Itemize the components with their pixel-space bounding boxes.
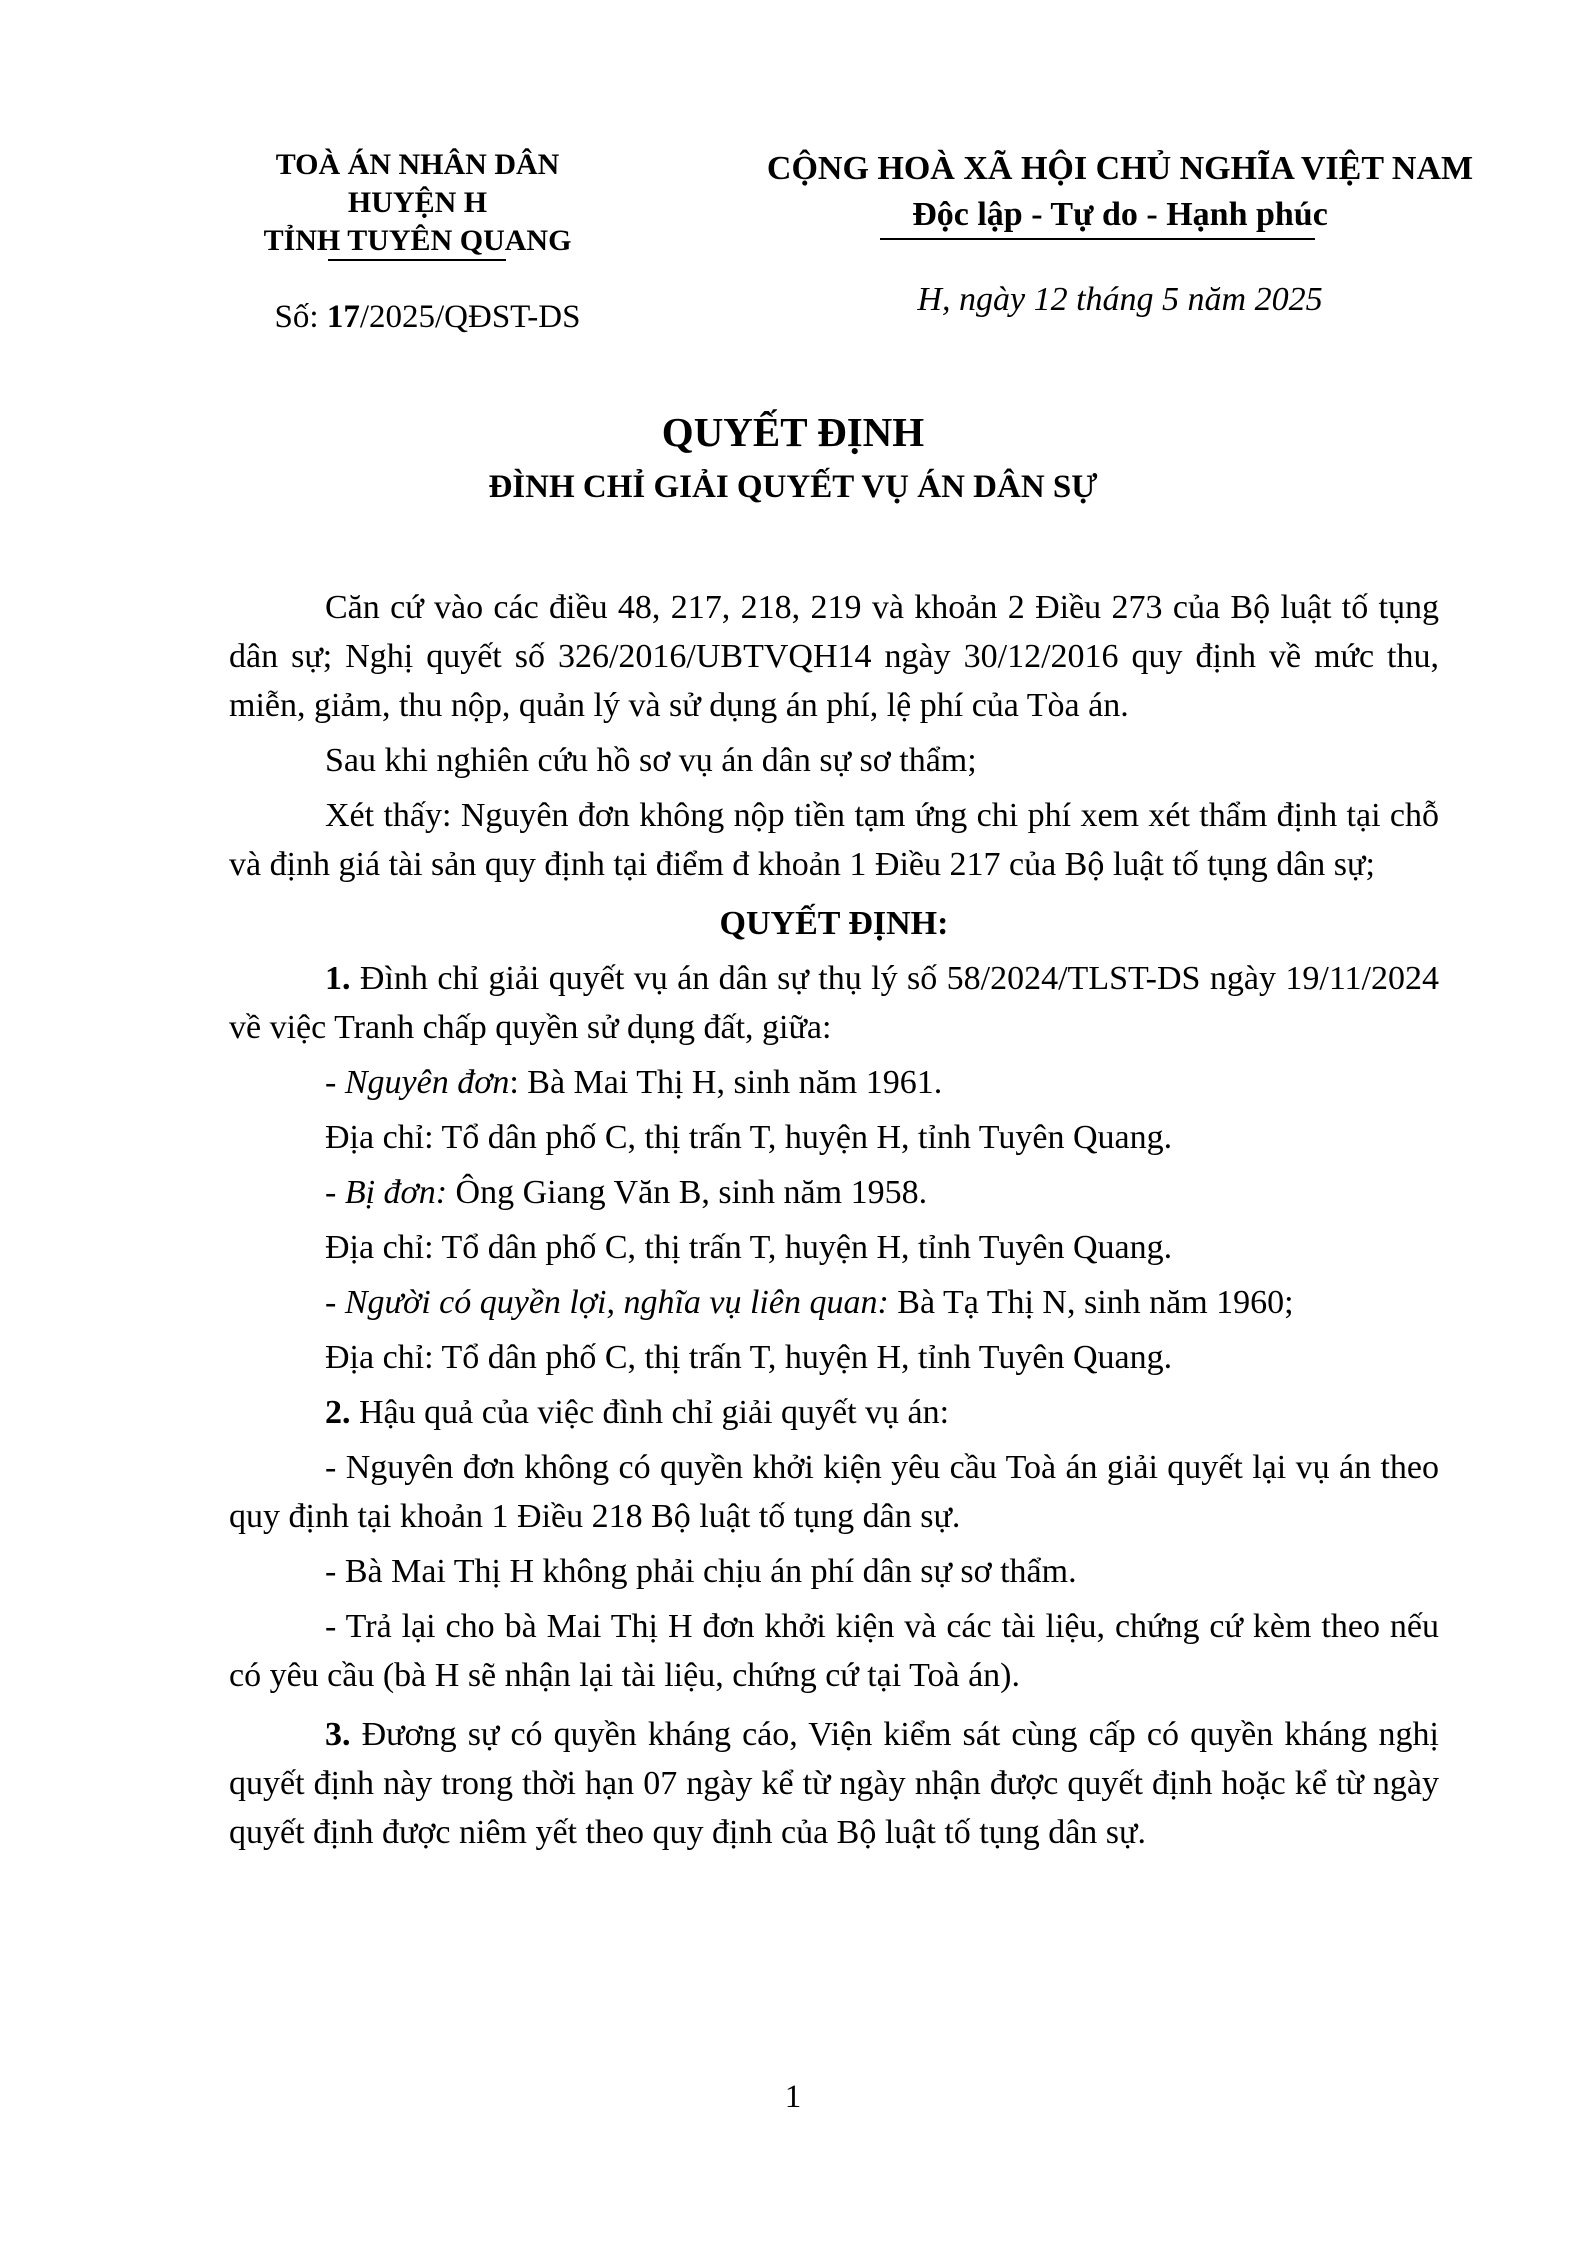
decision-item-2: 2. Hậu quả của việc đình chỉ giải quyết vụ án: [325,1394,950,1431]
decision-item-3: 3. Đương sự có quyền kháng cáo, Viện kiểm sát cùng cấp có quyền kháng nghị quyết định này trong thời hạn 07 ngày kể từ ngày nhận được quyết định hoặc kể từ ngày quyết định được niêm yết theo quy định của Bộ luật tố tụng dân sự. [229,1716,1439,1851]
consequence-a: - Nguyên đơn không có quyền khởi kiện yêu cầu Toà án giải quyết lại vụ án theo quy định tại khoản 1 Điều 218 Bộ luật tố tụng dân sự. [229,1449,1439,1535]
nation-header [740,146,1500,238]
court-underline [328,259,506,261]
document-title: QUYẾT ĐỊNH [661,409,925,455]
related-party-line: - Người có quyền lợi, nghĩa vụ liên quan: Bà Tạ Thị N, sinh năm 1960; [325,1284,1294,1321]
document-number: Số: 17/2025/QĐST-DS [274,299,581,335]
review-paragraph: Sau khi nghiên cứu hồ sơ vụ án dân sự sơ thẩm; [325,742,977,779]
nation-motto: Độc lập - Tự do - Hạnh phúc [912,196,1328,233]
defendant-line: - Bị đơn: Ông Giang Văn B, sinh năm 1958. [325,1174,928,1211]
decision-heading: QUYẾT ĐỊNH: [719,905,949,942]
court-header [240,146,595,260]
plaintiff-address: Địa chỉ: Tổ dân phố C, thị trấn T, huyện H, tỉnh Tuyên Quang. [325,1119,1173,1156]
court-name: TOÀ ÁN NHÂN DÂN [275,148,560,181]
plaintiff-line: - Nguyên đơn: Bà Mai Thị H, sinh năm 1961. [325,1064,943,1101]
document-body [229,583,1439,1863]
decision-item-1: 1. Đình chỉ giải quyết vụ án dân sự thụ lý số 58/2024/TLST-DS ngày 19/11/2024 về việc Tranh chấp quyền sử dụng đất, giữa: [229,960,1439,1046]
defendant-address: Địa chỉ: Tổ dân phố C, thị trấn T, huyện H, tỉnh Tuyên Quang. [325,1229,1173,1266]
document-subtitle: ĐÌNH CHỈ GIẢI QUYẾT VỤ ÁN DÂN SỰ [488,469,1098,505]
related-party-address: Địa chỉ: Tổ dân phố C, thị trấn T, huyện H, tỉnh Tuyên Quang. [325,1339,1173,1376]
nation-name: CỘNG HOÀ XÃ HỘI CHỦ NGHĨA VIỆT NAM [766,150,1474,187]
consequence-b: - Bà Mai Thị H không phải chịu án phí dân sự sơ thẩm. [325,1553,1077,1590]
motto-underline [880,238,1315,240]
court-province: TỈNH TUYÊN QUANG [263,224,572,257]
legal-basis-paragraph: Căn cứ vào các điều 48, 217, 218, 219 và khoản 2 Điều 273 của Bộ luật tố tụng dân sự; Nghị quyết số 326/2016/UBTVQH14 ngày 30/12/2016 quy định về mức thu, miễn, giảm, thu nộp, quản lý và sử dụng án phí, lệ phí của Tòa án. [229,589,1439,724]
court-district: HUYỆN H [347,186,488,219]
finding-paragraph: Xét thấy: Nguyên đơn không nộp tiền tạm ứng chi phí xem xét thẩm định tại chỗ và định giá tài sản quy định tại điểm đ khoản 1 Điều 217 của Bộ luật tố tụng dân sự; [229,797,1439,883]
consequence-c: - Trả lại cho bà Mai Thị H đơn khởi kiện và các tài liệu, chứng cứ kèm theo nếu có yêu cầu (bà H sẽ nhận lại tài liệu, chứng cứ tại Toà án). [229,1608,1439,1694]
page-number: 1 [784,2079,802,2115]
document-date: H, ngày 12 tháng 5 năm 2025 [917,281,1323,318]
